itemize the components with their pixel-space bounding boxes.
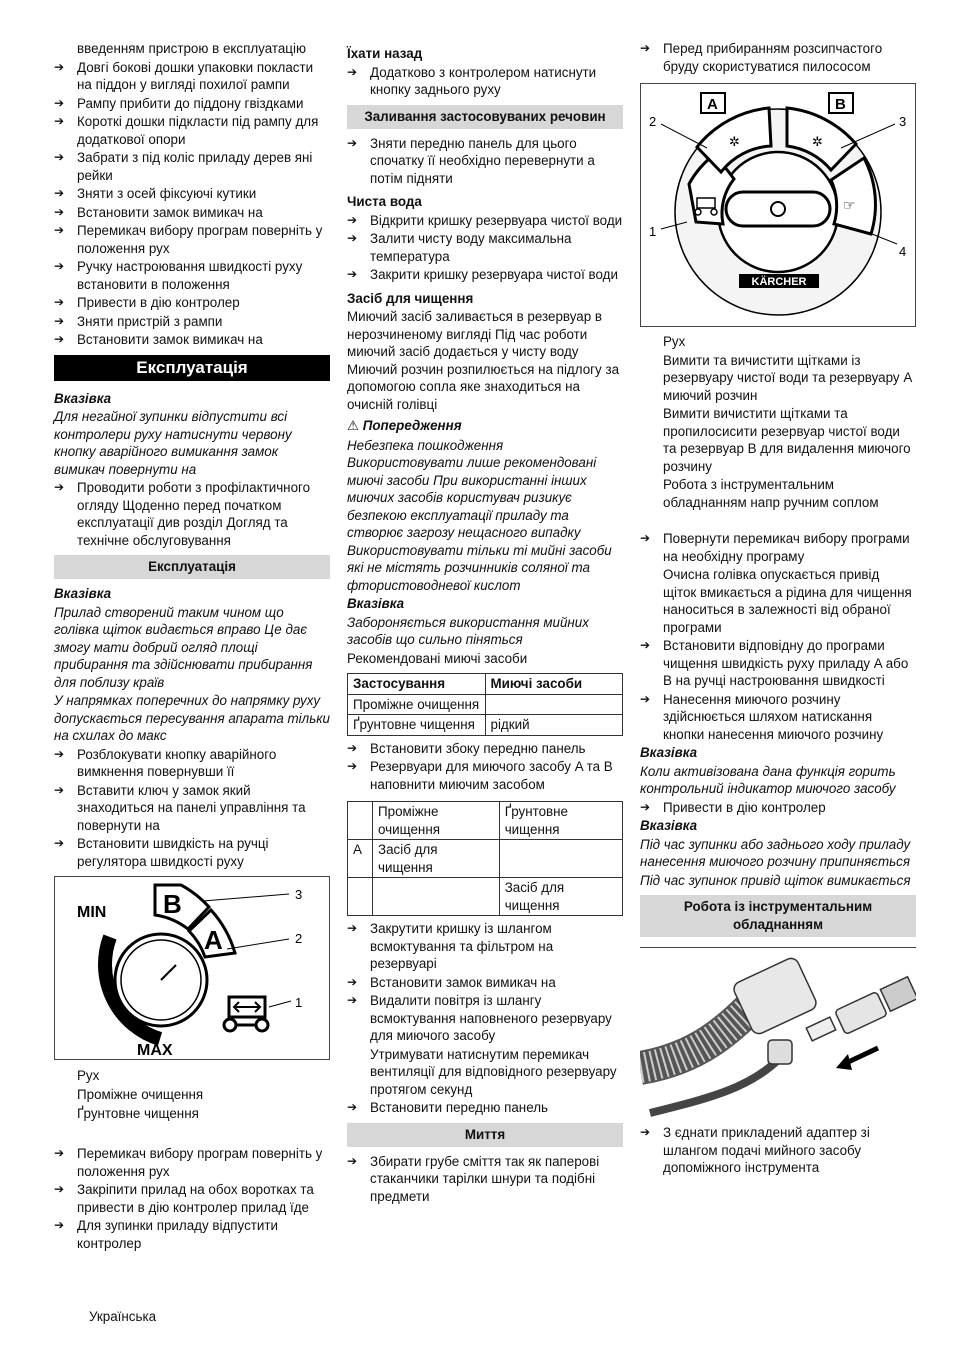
legend-item: Проміжне очищення [77, 1087, 204, 1102]
step-item: ➔ Закріпити прилад на обох воротках та привести в дію контролер прилад їде [54, 1181, 330, 1216]
note-label: Вказівка [54, 390, 112, 406]
step-item: ➔ Привести в дію контролер [640, 799, 916, 817]
table-cell [348, 878, 373, 916]
program-selector-figure [640, 83, 916, 327]
note-label: Вказівка [640, 818, 698, 833]
agent-text: Миючий засіб заливається в резервуар в нерозчиненому вигляді Під час роботи миючий засіб додається у чисту воду Миючий розчин розпилюється на підлогу за допомогою сопла яке знаходиться на очисній голівці [347, 309, 620, 412]
table-cell [348, 802, 373, 840]
adapter-figure [640, 947, 916, 1118]
legend-item: Вимити вичистити щітками та пропилосисити резервуар чистої води та резервуар B для видалення миючого розчину [663, 406, 911, 474]
label-b: B [835, 96, 846, 113]
callout-line [203, 894, 289, 901]
note-text: Коли активізована дана функція горить контрольний індикатор миючого засобу [640, 763, 896, 796]
table-cell [499, 840, 622, 878]
column-left [54, 40, 330, 1253]
page-footer-language: Українська [89, 1309, 157, 1324]
table-cell: Ґрунтовне чищення [348, 715, 486, 736]
section-heading-washing: Миття [347, 1123, 623, 1147]
table-cell: Засіб для чищення [373, 840, 500, 878]
step-item: ➔ Для зупинки приладу відпустити контролер [54, 1217, 330, 1252]
knob-center [771, 202, 785, 216]
warning-text: Небезпека пошкодження Використовувати лише рекомендовані миючі засоби При використанні інших миючих засобів користувач ризикує безпекою експлуатації приладу та створює загрозу нещасного випадку Використовувати тільки ті мийні засоби які не містять розчинників соляної та фтористоводневої кислот [347, 437, 612, 593]
step-item: ➔ Ручку настроювання швидкості руху встановити в положення [54, 258, 330, 293]
table-cell [373, 878, 500, 916]
warning-label: Попередження [362, 418, 462, 433]
table-cell: Засіб для чищення [499, 878, 622, 916]
step-item: ➔ Короткі дошки підкласти під рампу для додаткової опори [54, 113, 330, 148]
label-a: A [204, 925, 223, 955]
section-heading-filling: Заливання застосовуваних речовин [347, 105, 623, 129]
section-heading-operation: Експлуатація [54, 355, 330, 381]
table-row [348, 694, 623, 715]
label-min: MIN [77, 904, 107, 921]
step-item: ➔ Встановити замок вимикач на [54, 204, 330, 222]
vent-text: Утримувати натиснутим перемикач вентиляції для відповідного резервуару протягом секунд [370, 1046, 617, 1097]
table-cell: рідкий [485, 715, 623, 736]
warning-heading [347, 417, 623, 436]
step-item: ➔ Зняти пристрій з рампи [54, 313, 330, 331]
step-item: ➔ Забрати з під коліс приладу дерев яні рейки [54, 149, 330, 184]
table-cell: Ґрунтовне чищення [499, 802, 622, 840]
legend-item: Робота з інструментальним обладнанням напр ручним соплом [663, 477, 879, 510]
agent-title: Засіб для чищення [347, 290, 474, 306]
section-heading-tools: Робота із інструментальним обладнанням [640, 895, 916, 937]
selector-legend [640, 333, 916, 511]
table-cell [485, 694, 623, 715]
callout-2: 2 [295, 931, 303, 946]
step-item: ➔ Розблокувати кнопку аварійного вимкнення повернувши її [54, 746, 330, 781]
step-item: ➔ Залити чисту воду максимальна температура [347, 230, 623, 265]
table-cell: Проміжне очищення [348, 694, 486, 715]
note-label: Вказівка [54, 586, 112, 601]
step-item: ➔ Відкрити кришку резервуара чистої води [347, 212, 623, 230]
program-text: Очисна голівка опускається привід щіток вмикається а рідина для чищення наноситься в залежності від обраної програми [663, 567, 912, 635]
callout-3: 3 [899, 114, 907, 129]
step-item: ➔ Встановити замок вимикач на [347, 974, 623, 992]
step-item: ➔ Перемикач вибору програм поверніть у положення рух [54, 1145, 330, 1180]
table-header: Застосування [348, 674, 486, 695]
legend-item: Вимити та вичистити щітками із резервуару чистої води та резервуару A миючий розчин [663, 352, 912, 403]
water-title: Чиста вода [347, 194, 422, 209]
step-item: ➔ Встановити збоку передню панель [347, 740, 623, 758]
callout-line [661, 124, 707, 148]
step-item: ➔ Привести в дію контролер [54, 294, 330, 312]
table-cell: A [348, 840, 373, 878]
callout-line [227, 939, 289, 949]
step-item: ➔ Закрити кришку резервуара чистої води [347, 266, 623, 284]
column-right [640, 40, 916, 1178]
step-item: ➔ Нанесення миючого розчину здійснюється шляхом натискання кнопки нанесення миючого розчину [640, 691, 916, 744]
callout-1: 1 [295, 995, 303, 1010]
note-text: Прилад створений таким чином що голівка щіток видається вправо Це дає змогу мати добрий огляд площі прибирання та здійснювати прибирання для поблизу країв [54, 604, 313, 690]
subsection-heading-operation: Експлуатація [54, 555, 330, 579]
step-item: ➔ Перемикач вибору програм поверніть у положення рух [54, 222, 330, 257]
intro-text: введенням пристрою в експлуатацію [77, 41, 306, 56]
legend-item: Рух [663, 334, 686, 349]
step-item: ➔ Довгі бокові дошки упаковки покласти на піддон у вигляді похилої рампи [54, 59, 330, 94]
install-steps [54, 59, 330, 349]
brush-vacuum-icon: ✲ [812, 135, 823, 150]
column-middle [347, 40, 623, 1206]
step-item: ➔ Вставити ключ у замок який знаходиться на панелі управління та повернути на [54, 782, 330, 835]
adapter-end [880, 977, 916, 1011]
dial-legend [54, 1066, 330, 1123]
adapter-nipple [806, 1017, 835, 1041]
step-item: ➔ Встановити передню панель [347, 1099, 623, 1117]
hose-coupling [768, 1040, 792, 1064]
callout-1: 1 [649, 224, 657, 239]
table-cell: Проміжне очищення [373, 802, 500, 840]
brush-icon: ✲ [729, 135, 740, 150]
tank-table [347, 801, 623, 916]
direction-arrow-icon [836, 1048, 878, 1070]
warning-icon: ⚠ [347, 419, 360, 434]
step-item: ➔ Зняти передню панель для цього спочатку її необхідно перевернути а потім підняти [347, 135, 623, 188]
maintenance-step: ➔ Проводити роботи з профілактичного огляду Щоденно перед початком експлуатації див розділ Догляд та технічне обслуговування [54, 479, 330, 549]
reverse-title: Їхати назад [347, 46, 423, 61]
hose-adapter-illustration [640, 948, 916, 1118]
brand-text: KÄRCHER [751, 276, 807, 288]
note-text: Під час зупинок привід щіток вимикається [640, 872, 911, 888]
callout-2: 2 [649, 114, 657, 129]
step-item: ➔ Встановити замок вимикач на [54, 331, 330, 349]
table-row [348, 878, 623, 916]
callout-3: 3 [295, 887, 303, 902]
callout-4: 4 [899, 244, 907, 259]
step-item: ➔ Встановити відповідну до програми чищення швидкість руху приладу A або B на ручці настроювання швидкості [640, 637, 916, 690]
speed-dial-figure [54, 876, 330, 1060]
legend-item: Рух [77, 1068, 100, 1083]
step-item: ➔ Закрутити кришку із шлангом всмоктування та фільтром на резервуарі [347, 920, 623, 973]
label-a: A [707, 96, 718, 113]
step-item: ➔ Видалити повітря із шлангу всмоктування наповненого резервуару для миючого засобу [347, 992, 623, 1045]
speed-dial-illustration [55, 877, 329, 1059]
step-item: ➔ Встановити швидкість на ручці регулятора швидкості руху [54, 835, 330, 870]
drive-icon [224, 997, 268, 1031]
step-item: ➔ Збирати грубе сміття так як паперові стаканчики тарілки шнури та подібні предмети [347, 1153, 623, 1206]
note-text: Забороняється використання мийних засобів що сильно піняться [347, 614, 589, 647]
table-row [348, 802, 623, 840]
table-header: Миючі засоби [485, 674, 623, 695]
recommended-label: Рекомендовані миючі засоби [347, 650, 528, 666]
label-b: B [163, 889, 182, 919]
note-label: Вказівка [640, 745, 698, 760]
table-row [348, 715, 623, 736]
note-text: У напрямках поперечних до напрямку руху допускається пересування апарата тільки на схилах до макс [54, 693, 331, 743]
table-row [348, 840, 623, 878]
callout-line [269, 1001, 291, 1007]
adapter-body [835, 991, 888, 1034]
hand-nozzle-icon: ☞ [843, 198, 856, 214]
step-item: ➔ Повернути перемикач вибору програми на необхідну програму [640, 530, 916, 565]
detergent-table [347, 673, 623, 736]
legend-item: Ґрунтовне чищення [77, 1106, 199, 1121]
step-item: ➔ Резервуари для миючого засобу A та B наповнити миючим засобом [347, 758, 623, 793]
program-selector-illustration [641, 84, 915, 326]
step-item: ➔ Рампу прибити до піддону гвіздками [54, 95, 330, 113]
label-max: MAX [137, 1042, 173, 1059]
step-item: ➔ Зняти з осей фіксуючі кутики [54, 185, 330, 203]
note-text: Для негайної зупинки відпустити всі контролери руху натиснути червону кнопку аварійного вимикання замок вимикач повернути на [54, 409, 292, 477]
step-item: ➔ Додатково з контролером натиснути кнопку заднього руху [347, 64, 623, 99]
note-label: Вказівка [347, 596, 405, 611]
note-text: Під час зупинки або заднього ходу приладу нанесення миючого розчину припиняється [640, 836, 911, 869]
step-item: ➔ З єднати прикладений адаптер зі шлангом подачі мийного засобу допоміжного інструмента [640, 1124, 916, 1177]
step-item: ➔ Перед прибиранням розсипчастого бруду скористуватися пилососом [640, 40, 916, 75]
